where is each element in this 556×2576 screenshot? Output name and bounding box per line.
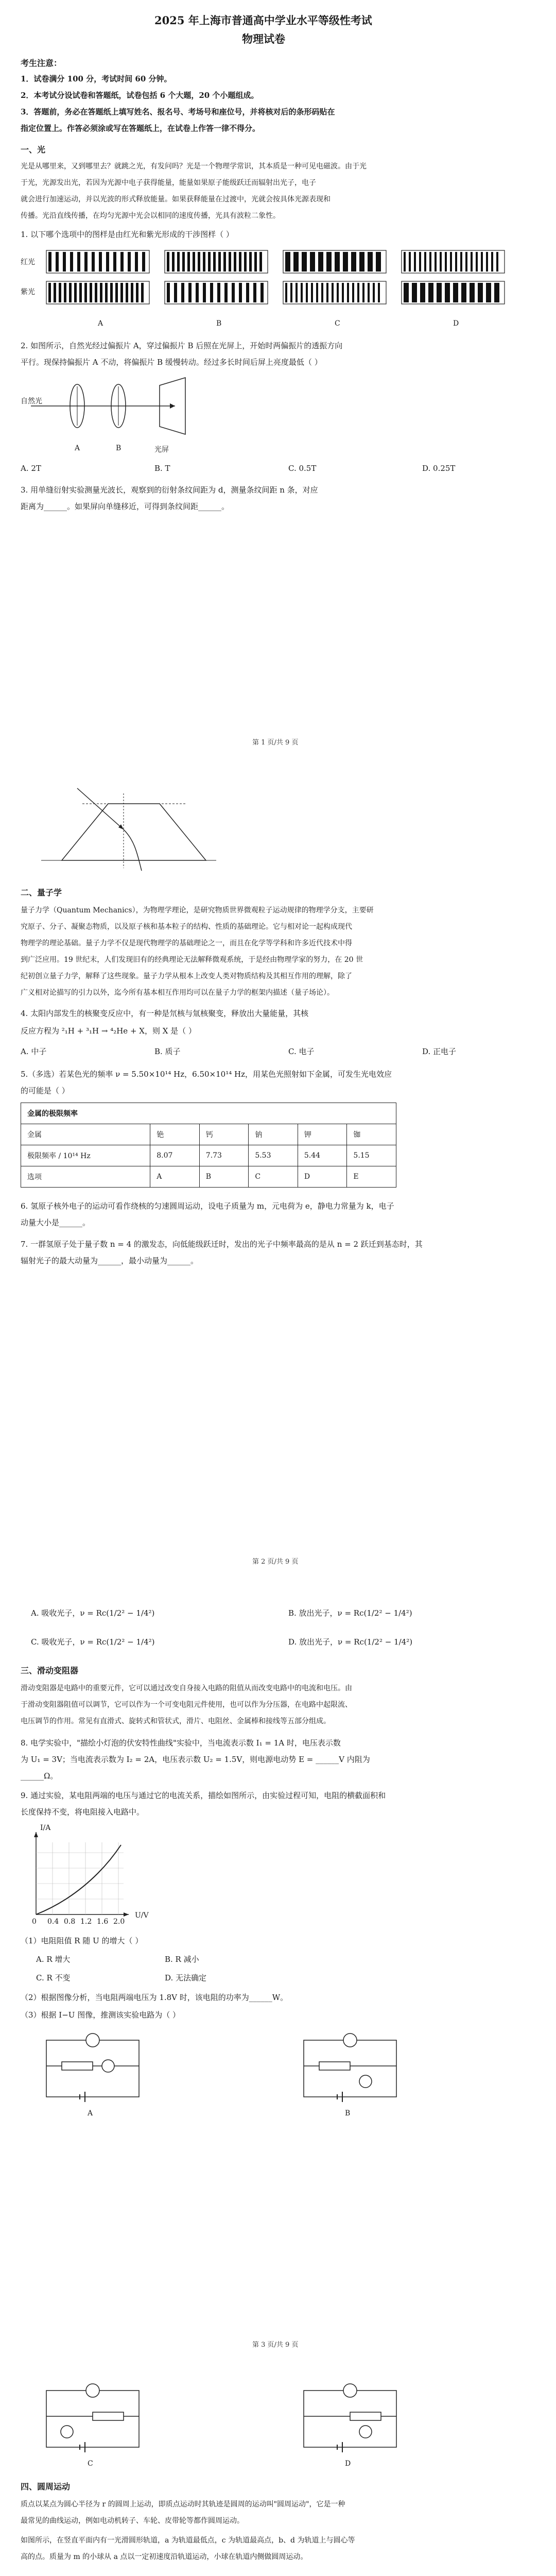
table-header-row (21, 1124, 396, 1145)
q2-option-c: C. 0.5T (288, 464, 317, 473)
circuit-label-c: C (88, 2460, 93, 2468)
fringe-bar (181, 283, 184, 302)
fringe-bar (437, 283, 442, 302)
fringe-bar (461, 283, 466, 302)
fringe-bar (126, 283, 128, 302)
circuit-label-a: A (88, 2109, 93, 2117)
note-line: 1．试卷满分 100 分，考试时间 60 分钟。 (21, 74, 172, 83)
fringe-bar (213, 252, 216, 272)
polarizer-diagram (21, 375, 196, 442)
fringe-bar (335, 252, 340, 272)
q4-option-c: C. 电子 (288, 1047, 315, 1056)
fringe-bar (378, 283, 380, 302)
fringe-bar (494, 283, 499, 302)
fringe-label-violet: 紫光 (21, 288, 35, 296)
fringe-bar (92, 252, 95, 272)
polarizer-b-label: B (116, 444, 121, 452)
q4-option-d: D. 正电子 (422, 1047, 457, 1056)
fringe-bar (285, 252, 290, 272)
fringe-bar (359, 252, 364, 272)
fringe-bar (54, 283, 56, 302)
polarizer-a-label: A (75, 444, 80, 452)
graph-tick: 0.4 (47, 1918, 59, 1926)
fringe-bar (135, 252, 138, 272)
fringe-bar (321, 283, 323, 302)
natural-light-label: 自然光 (21, 397, 42, 405)
fringe-bar (218, 252, 221, 272)
graph-tick: 0.8 (64, 1918, 76, 1926)
table-cell: E (347, 1166, 396, 1188)
intro-line: 到广泛应用。19 世纪末，人们发现旧有的经典理论无法解释微观系统，于是经由物理学家的努力，在 20 世 (21, 956, 363, 964)
question-1: 1. 以下哪个选项中的图样是由红光和紫光形成的干涉图样（ ） (21, 230, 234, 239)
table-cell: 选项 (21, 1166, 150, 1188)
fringe-bar (110, 283, 113, 302)
exam-title: 2025 年上海市普通高中学业水平等级性考试 (154, 14, 372, 27)
graph-x-label: U/V (135, 1911, 149, 1920)
fringe-bar (128, 252, 131, 272)
fringe-bar (429, 252, 431, 272)
fringe-bar (84, 252, 88, 272)
circular-track (21, 2572, 185, 2576)
circuit-c (31, 2380, 154, 2458)
q7-option-b: B. 放出光子，ν = Rc(1/2² − 1/4²) (288, 1608, 412, 1618)
fringe-bar (352, 283, 354, 302)
page-4 (0, 2370, 556, 2576)
fringe-bar (296, 283, 298, 302)
intro-line: 量子力学（Quantum Mechanics），为物理学理论，是研究物质世界微观粒子运动规律的物理学分支，主要研 (21, 906, 374, 914)
fringe-bar (419, 252, 421, 272)
fringe-bar (476, 252, 478, 272)
question-5-cont: 的可能是（ ） (21, 1086, 70, 1095)
fringe-bar (285, 283, 287, 302)
fringe-bar (455, 252, 457, 272)
fringe-bar (48, 252, 51, 272)
fringe-bar (196, 283, 199, 302)
fringe-bar (465, 252, 467, 272)
fringe-bar (249, 252, 252, 272)
fringe-bar (343, 252, 348, 272)
fringe-bar (115, 283, 118, 302)
fringe-bar (244, 252, 247, 272)
intro-line: 质点以某点为圆心半径为 r 的圆周上运动，即质点运动时其轨迹是圆周的运动叫"圆周运动"，它是一种 (21, 2500, 345, 2509)
fringe-bar (414, 252, 416, 272)
intro-line: 纪初创立量子力学，解释了这些现象。量子力学从根本上改变人类对物质结构及其相互作用的理解，除了 (21, 972, 352, 980)
intro-line: 物理学的理论基础。量子力学不仅是现代物理学的基础理论之一，而且在化学等学科和许多近代技术中得 (21, 939, 352, 947)
fringe-box (165, 250, 268, 273)
fringe-bar (486, 283, 491, 302)
fringe-box (46, 281, 149, 304)
fringe-bar (59, 283, 61, 302)
intro-line: 于光，光源发出光，若因为光源中电子获得能量，能量如果原子能级跃迁而辐射出光子，电子 (21, 179, 316, 187)
q9-part-3: （3）根据 I−U 图像，推测该实验电路为（ ） (21, 2010, 180, 2020)
graph-tick: 2.0 (113, 1918, 125, 1926)
fringe-bar (412, 283, 417, 302)
fringe-bar (486, 252, 488, 272)
fringe-bar (253, 283, 256, 302)
fringe-bar (187, 252, 190, 272)
fringe-bar (172, 252, 175, 272)
fringe-bar (471, 252, 473, 272)
metal-table (21, 1103, 396, 1188)
fringe-bar (445, 283, 450, 302)
note-line: 2．本考试分设试卷和答题纸，试卷包括 6 个大题，20 个小题组成。 (21, 91, 259, 100)
fringe-bar (106, 252, 109, 272)
fringe-bar (496, 252, 498, 272)
fringe-bar (208, 252, 211, 272)
table-cell: 钾 (298, 1124, 347, 1145)
fringe-bar (491, 252, 493, 272)
fringe-bar (142, 252, 145, 272)
graph-tick: 1.6 (97, 1918, 109, 1926)
note-line: 3．答题前，务必在答题纸上填写姓名、报名号、考场号和座位号，并将核对后的条形码贴在 (21, 107, 335, 116)
question-9: 9. 通过实验，某电阻两端的电压与通过它的电流关系，描绘如图所示，由实验过程可知，电阻的横截面积和 (21, 1791, 386, 1800)
fringe-bar (326, 283, 328, 302)
fringe-bar (453, 283, 458, 302)
page-footer: 第 2 页/共 9 页 (252, 1558, 299, 1566)
fringe-option-d: D (453, 319, 459, 328)
fringe-bar (177, 252, 180, 272)
fringe-bar (337, 283, 339, 302)
question-2-cont: 平行。现保持偏振片 A 不动，将偏振片 B 缓慢转动。经过多长时间后屏上亮度最低（ ） (21, 358, 322, 367)
question-4: 4. 太阳内部发生的核聚变反应中，有一种是氘核与氚核聚变，释放出大量能量，其核 (21, 1009, 309, 1018)
exam-subtitle: 物理试卷 (242, 32, 285, 45)
fringe-bar (306, 283, 308, 302)
fringe-bar (254, 252, 257, 272)
intro-line: 光是从哪里来，又到哪里去？就跳之光，有发问吗？光是一个物理学常识，其本质是一种可见电磁波。由于光 (21, 162, 367, 171)
fringe-option-b: B (216, 319, 222, 328)
fringe-bar (409, 252, 411, 272)
table-cell: D (298, 1166, 347, 1188)
q9-option-c: C. R 不变 (36, 1973, 71, 1982)
fringe-bar (362, 283, 364, 302)
fringe-bar (351, 252, 356, 272)
fringe-bar (167, 283, 170, 302)
q7-option-d: D. 放出光子，ν = Rc(1/2² − 1/4²) (288, 1637, 413, 1647)
question-7-cont: 辐射光子的最大动量为______，最小动量为______。 (21, 1256, 199, 1265)
table-title: 金属的极限频率 (21, 1103, 396, 1124)
fringe-label-red: 红光 (21, 258, 35, 266)
fringe-bar (141, 283, 144, 302)
intro-line: 电压调节的作用。常见有直滑式、旋转式和管状式，滑片、电阻丝、金属棒和接线等五部分组成。 (21, 1717, 331, 1725)
iu-graph (21, 1827, 134, 1925)
fringe-bar (357, 283, 359, 302)
question-8: 8. 电学实验中，"描绘小灯泡的伏安特性曲线"实验中，当电流表示数 I₁ = 1A 时，电压表示数 (21, 1738, 341, 1748)
q9-part-2: （2）根据图像分析，当电阻两端电压为 1.8V 时，该电阻的功率为______W。 (21, 1993, 288, 2002)
fringe-bar (404, 252, 406, 272)
question-6-cont: 动量大小是______。 (21, 1218, 91, 1227)
page-footer: 第 3 页/共 9 页 (252, 2341, 299, 2349)
table-cell: A (150, 1166, 200, 1188)
q4-option-a: A. 中子 (21, 1047, 47, 1056)
fringe-bar (193, 252, 195, 272)
intro-line: 高的点。质量为 m 的小球从 a 点以一定初速度沿轨道运动，小球在轨道内侧做圆周运动。 (21, 2553, 308, 2561)
fringe-option-c: C (335, 319, 340, 328)
table-cell: 金属 (21, 1124, 150, 1145)
fringe-bar (131, 283, 133, 302)
fringe-bar (259, 252, 262, 272)
q7-option-c: C. 吸收光子，ν = Rc(1/2² − 1/4²) (31, 1637, 155, 1647)
fringe-bar (478, 283, 483, 302)
table-cell: 钙 (199, 1124, 249, 1145)
fringe-bar (69, 283, 72, 302)
q9-option-d: D. 无法确定 (165, 1973, 207, 1982)
intro-line: 传播。光沿直线传播，在均匀光源中光会以相同的速度传播，光具有波粒二象性。 (21, 212, 280, 220)
fringe-bar (376, 252, 381, 272)
fringe-bar (368, 252, 373, 272)
q2-option-d: D. 0.25T (422, 464, 456, 473)
table-cell: 极限频率 / 10¹⁴ Hz (21, 1145, 150, 1166)
q9-part-1: （1）电阻阻值 R 随 U 的增大（ ） (21, 1936, 143, 1945)
fringe-bar (203, 252, 205, 272)
fringe-bar (290, 283, 292, 302)
q2-option-b: B. T (154, 464, 170, 473)
fringe-bar (445, 252, 447, 272)
fringe-bar (136, 283, 138, 302)
section-3-heading: 三、滑动变阻器 (21, 1666, 79, 1675)
table-cell: 7.73 (199, 1145, 249, 1166)
fringe-bar (342, 283, 344, 302)
fringe-box (46, 250, 149, 273)
fringe-bar (420, 283, 425, 302)
fringe-bar (56, 252, 59, 272)
fringe-bar (347, 283, 349, 302)
question-6: 6. 氢原子核外电子的运动可看作绕核的匀速圆周运动，设电子质量为 m，元电荷为 e，静电力常量为 k，电子 (21, 1201, 394, 1211)
fringe-bar (99, 252, 102, 272)
fringe-bar (332, 283, 334, 302)
fringe-bar (316, 283, 318, 302)
page-3 (0, 1587, 556, 2360)
q9-option-b: B. R 减小 (165, 1955, 199, 1964)
fringe-bar (63, 252, 66, 272)
fringe-bar (74, 283, 77, 302)
circuit-a (31, 2030, 154, 2107)
q4-option-b: B. 质子 (154, 1047, 181, 1056)
fringe-bar (210, 283, 213, 302)
table-row (21, 1145, 396, 1166)
fringe-bar (310, 252, 315, 272)
fringe-bar (311, 283, 313, 302)
fringe-bar (239, 283, 242, 302)
fringe-patterns (46, 247, 535, 319)
question-7: 7. 一群氢原子处于量子数 n = 4 的激发态，向低能级跃迁时，发出的光子中频率最高的是从 n = 2 跃迁到基态时，其 (21, 1240, 423, 1249)
fringe-bar (188, 283, 192, 302)
fringe-bar (95, 283, 97, 302)
fringe-bar (301, 283, 303, 302)
fringe-bar (105, 283, 108, 302)
fringe-bar (246, 283, 249, 302)
fringe-bar (182, 252, 185, 272)
fringe-bar (460, 252, 462, 272)
circuit-label-b: B (345, 2109, 351, 2117)
fringe-bar (260, 283, 264, 302)
fringe-bar (435, 252, 437, 272)
diffraction-figure (31, 783, 216, 876)
fringe-bar (234, 252, 236, 272)
fringe-bar (120, 252, 124, 272)
q7-option-a: A. 吸收光子，ν = Rc(1/2² − 1/4²) (31, 1608, 155, 1618)
fringe-box (402, 250, 505, 273)
fringe-bar (198, 252, 200, 272)
intro-line: 究原子、分子、凝聚态物质，以及原子核和基本粒子的结构、性质的基础理论。它与相对论一起构成现代 (21, 923, 352, 931)
circuit-b (288, 2030, 412, 2107)
question-3-cont: 距离为______。如果屏向单缝移近，可得到条纹间距______。 (21, 502, 230, 511)
fringe-bar (302, 252, 307, 272)
fringe-bar (167, 252, 169, 272)
table-cell: C (249, 1166, 298, 1188)
intro-line: 于滑动变阻器阻值可以调节，它可以作为一个可变电阻元件使用，也可以作为分压器，在电路中起限流、 (21, 1701, 352, 1709)
table-cell: 铷 (347, 1124, 396, 1145)
fringe-bar (428, 283, 433, 302)
table-cell: 钠 (249, 1124, 298, 1145)
fringe-bar (229, 252, 231, 272)
fringe-bar (120, 283, 123, 302)
fringe-option-a: A (98, 319, 103, 328)
intro-line: 最常见的曲线运动，例如电动机转子、车轮、皮带轮等都作圆周运动。 (21, 2517, 244, 2525)
table-cell: 5.53 (249, 1145, 298, 1166)
fringe-bar (440, 252, 442, 272)
fringe-bar (373, 283, 375, 302)
question-2: 2. 如图所示，自然光经过偏振片 A，穿过偏振片 B 后照在光屏上，开始时两偏振片的透振方向 (21, 341, 343, 350)
page-2 (0, 773, 556, 1577)
fringe-box (283, 281, 386, 304)
page-footer: 第 1 页/共 9 页 (252, 739, 299, 747)
fringe-bar (48, 283, 51, 302)
fringe-bar (424, 252, 426, 272)
fringe-bar (481, 252, 483, 272)
question-5: 5.（多选）若某色光的频率 ν = 5.50×10¹⁴ Hz，6.50×10¹⁴ Hz，用某色光照射如下金属，可发生光电效应 (21, 1070, 392, 1079)
circuit-label-d: D (345, 2460, 351, 2468)
fringe-bar (450, 252, 452, 272)
question-9-cont: 长度保持不变，将电阻接入电路中。 (21, 1807, 145, 1817)
intro-line: 就会进行加速运动，并以光波的形式释放能量。如果获释能量在过渡中，光就会按具体光源表现和 (21, 195, 331, 204)
q9-option-a: A. R 增大 (36, 1955, 71, 1964)
question-4-cont: 反应方程为 ²₁H + ³₁H → ⁴₂He + X，则 X 是（ ） (21, 1026, 196, 1036)
fringe-bar (84, 283, 87, 302)
table-row (21, 1166, 396, 1188)
fringe-bar (404, 283, 409, 302)
section-2-heading: 二、量子学 (21, 888, 62, 897)
fringe-bar (470, 283, 475, 302)
fringe-bar (326, 252, 332, 272)
q2-option-a: A. 2T (21, 464, 41, 473)
table-cell: 5.44 (298, 1145, 347, 1166)
fringe-bar (293, 252, 299, 272)
note-line: 指定位置上。作答必须涂或写在答题纸上，在试卷上作答一律不得分。 (21, 124, 260, 133)
screen-label: 光屏 (154, 446, 169, 454)
fringe-box (165, 281, 268, 304)
fringe-bar (223, 252, 226, 272)
table-cell: 5.15 (347, 1145, 396, 1166)
page-1 (0, 0, 556, 762)
fringe-bar (113, 252, 116, 272)
section-4-heading: 四、圆周运动 (21, 2482, 71, 2492)
intro-line: 如图所示，在竖直平面内有一光滑圆形轨道，a 为轨道最低点，c 为轨道最高点，b、d 为轨道上与圆心等 (21, 2536, 355, 2545)
fringe-bar (239, 252, 241, 272)
intro-line: 广义相对论描写的引力以外，迄今所有基本相互作用均可以在量子力学的框架内描述（量子场论）。 (21, 989, 334, 997)
section-1-heading: 一、光 (21, 145, 46, 155)
fringe-bar (368, 283, 370, 302)
fringe-bar (318, 252, 323, 272)
intro-line: 滑动变阻器是电路中的重要元件，它可以通过改变自身接入电路的阻值从而改变电路中的电流和电压。由 (21, 1684, 352, 1692)
table-cell: 8.07 (150, 1145, 200, 1166)
notes-heading: 考生注意： (21, 58, 62, 68)
fringe-bar (70, 252, 73, 272)
fringe-bar (79, 283, 82, 302)
fringe-bar (224, 283, 228, 302)
table-cell: B (199, 1166, 249, 1188)
fringe-bar (64, 283, 66, 302)
circuit-d (288, 2380, 412, 2458)
question-8-cont: ______Ω。 (21, 1771, 58, 1781)
fringe-bar (90, 283, 92, 302)
fringe-bar (77, 252, 80, 272)
graph-y-label: I/A (40, 1824, 51, 1832)
graph-tick: 0 (32, 1918, 37, 1926)
fringe-bar (100, 283, 102, 302)
graph-tick: 1.2 (80, 1918, 92, 1926)
fringe-bar (217, 283, 220, 302)
table-cell: 铯 (150, 1124, 200, 1145)
question-3: 3. 用单缝衍射实验测量光波长，观察到的衍射条纹间距为 d，测量条纹间距 n 条，对应 (21, 485, 318, 495)
fringe-bar (203, 283, 206, 302)
question-8-cont: 为 U₁ = 3V；当电流表示数为 I₂ = 2A，电压表示数 U₂ = 1.5V，则电源电动势 E = ______V 内阻为 (21, 1755, 370, 1764)
fringe-bar (232, 283, 235, 302)
fringe-bar (174, 283, 177, 302)
